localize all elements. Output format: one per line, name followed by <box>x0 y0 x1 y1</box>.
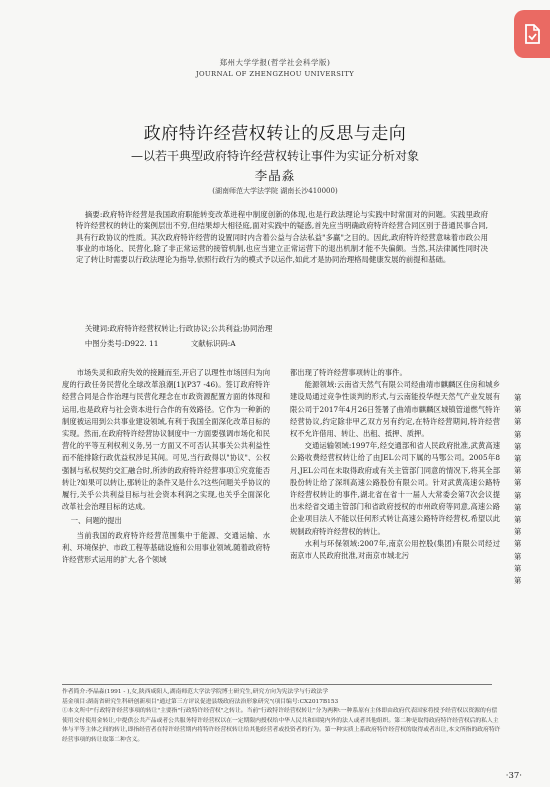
article-subtitle: —以若干典型政府特许经营权转让事件为实证分析对象 <box>130 149 419 163</box>
pdf-app-badge[interactable] <box>514 10 550 58</box>
paragraph: 交通运输领域:1997年,经交通部和省人民政府批准,武黄高速公路收费经营权转让给了由JEL公司下属的马鄂公司。2005年8月,JEL公司在未取得政府或有关主管部门同意的情况下,将其全部股份转让给了深圳高速公路股份有限公司。针对武黄高速公路特许经营权转让的事件,湖北省在省十一届人大常委会第7次会议提出未经省交通主管部门和省政府授权的市州政府等同意,高速公路企业项目法人不能以任何形式转让高速公路特许经营权,希望以此规制政府特许经营权的转让。 <box>290 441 500 536</box>
footnote-divider <box>62 684 492 685</box>
author-name: 李晶淼 <box>254 168 296 183</box>
keywords: 关键词:政府特许经营权转让;行政协议;公共利益;协同治理 <box>84 324 273 333</box>
class-number: 中图分类号:D922. 11 <box>84 339 159 348</box>
footnotes <box>62 688 502 746</box>
body-column-right <box>290 367 500 562</box>
abstract: 摘要:政府特许经营是我国政府职能转变改革进程中制度创新的体现,也是行政法理论与实践中时常面对的问题。实践里政府特许经营权的转让的案例层出不穷,但结果却大相径庭,面对实践中的疑惑,首先应当明确政府特许经营合同区别于普通民事合同,具有行政协议的性质。其次政府特许经营的设置同时内含着公益与合法私益"多赢"之目的。因此,政府特许经营意味着市政公用事业的市场化、民营化,除了非正常运营的接管机制,也应当建立正常运营下的退出机制才能不失偏颇。当然,其法律属性同时决定了转让时需要以行政法理论为指导,依照行政行为的模式予以运作,如此才是协同治理格局健康发展的前提和基础。 <box>76 210 488 265</box>
footnote-1: ①本文所中"行政特许经营事项的转让"主要指"行政特许经营权"之转让。当前"行政特许经营权转让"分为两种:一种系原有主体即由政府代表国家将授予经营权以资源的有偿使用交付使用金转让,中提供公共产品或者公共服务特许经营权以在一定期限内授权给中华人民共和国境内外的法人或者其他组织。第二种是取得政府特许经营权后的私人主体与平等主体之间的转让,即指经营者在特许经营期内将特许经营权转让给其他经营者或投资者的行为。第一种实质上系政府特许经营权的取得或者出让,本文所指的政府特许经营事项的转让取第二种含义。 <box>62 708 501 743</box>
paragraph: 市场失灵和政府失效的接踵而至,开启了以理性市场回归为向度的行政任务民营化全球改革浪潮[1](P37 -46)。签订政府特许经营合同是合作治理与民营化理念在市政资源配置方面的体现和运用,也是政府与社会资本进行合作的有效路径。它作为一种新的制度被运用到公共事业建设领域,有利于我国全面深化改革目标的实现。然而,在政府特许经营协议制度中一方面要强调市场化和民营化的平等互利权利义务,另一方面又不可否认其事关公共利益性而不能排除行政优益权涉足其间。可见,当行政得以"协议"、公权强制与私权契约交汇融合时,所涉的政府特许经营事项①究竟能否转让?如果可以转让,那转让的条件又是什么?这些问题关乎协议的履行,关乎公共利益目标与社会资本利润之实现,也关乎全面深化改革社会治理目标的达成。 <box>62 368 270 512</box>
adjacent-page-edge-text: 第 第 第 第 第 第 第 第 第 第 第 第 第 第 第 第 <box>514 393 522 586</box>
paragraph: 能源领域:云南省天然气有限公司经曲靖市麒麟区住房和城乡建设局通过竞争性谈判的形式,与云南能投华煜天然气产业发展有限公司于2017年4月26日签署了曲靖市麒麟区城镇管道燃气特许经营协议,约定除非甲乙双方另有约定,在特许经营期间,特许经营权不允许借用、转让、出租、抵押、质押。 <box>290 380 500 439</box>
section-heading: 一、问题的提出 <box>70 516 122 526</box>
fund-note: 基金项目:湖南省研究生科研创新项目"通过第三方评议促进县级政府法治形象研究"(项目编号:CX2017B153 <box>62 698 339 705</box>
author-note: 作者简介:李晶淼(1991 - ),女,陕西咸阳人,湖南师范大学法学院博士研究生,研究方向为宪法学与行政法学 <box>62 689 329 695</box>
page-number: ·37· <box>505 771 522 781</box>
body-column-left <box>62 367 270 566</box>
paragraph: 水利与环保领域:2007年,南京公用控股(集团)有限公司经过南京市人民政府批准,对南京市城北污 <box>290 538 500 561</box>
classification-line <box>76 338 497 349</box>
journal-name-en: JOURNAL OF ZHENGZHOU UNIVERSITY <box>195 70 355 78</box>
journal-name-cn: 郑州大学学报(哲学社会科学版) <box>219 58 331 67</box>
document-icon <box>522 23 542 45</box>
author-affiliation: (湖南师范大学法学院 湖南长沙410000) <box>212 187 338 195</box>
paragraph: 都出现了特许经营事项转让的事件。 <box>290 368 407 377</box>
document-code: 文献标识码:A <box>190 339 236 348</box>
paragraph: 当前我国的政府特许经营范围集中于能源、交通运输、水利、环境保护、市政工程等基础设施和公用事业领域,随着政府特许经营形式运用的扩大,各个领域 <box>62 530 270 565</box>
article-title: 政府特许经营权转让的反思与走向 <box>143 124 407 144</box>
